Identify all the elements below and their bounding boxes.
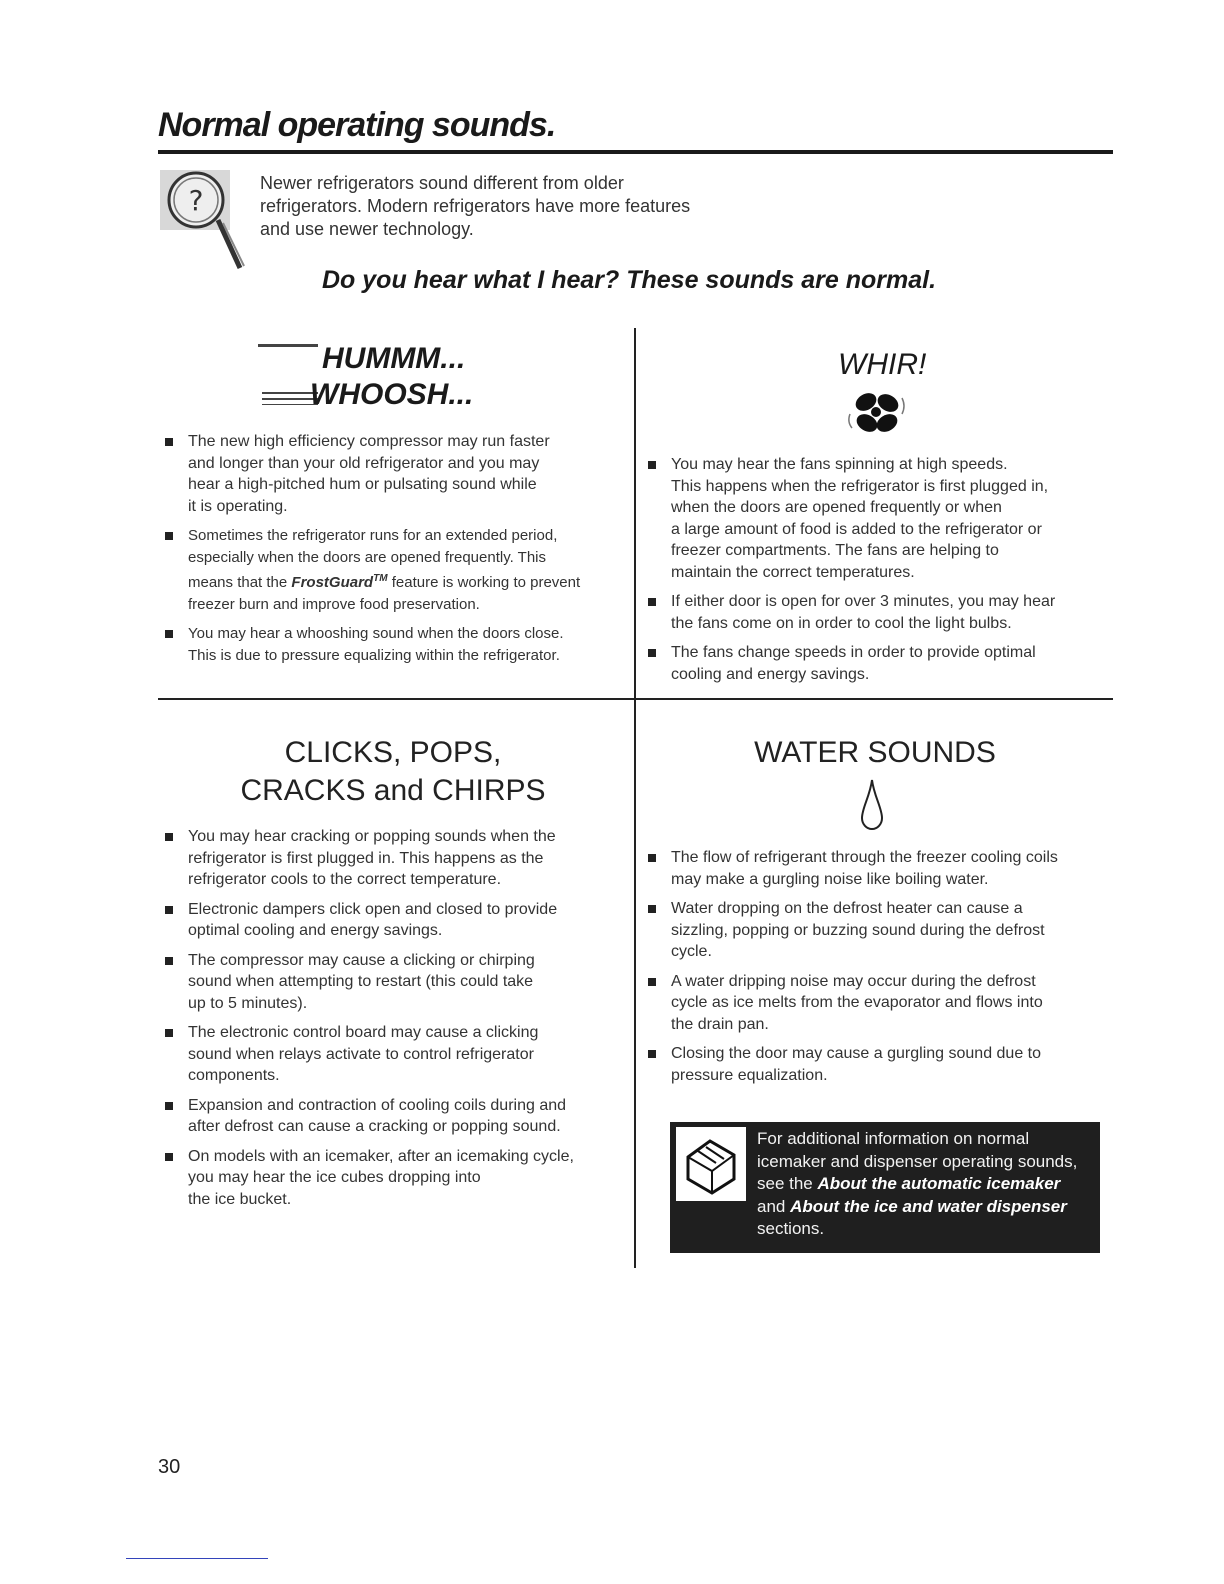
svg-text:?: ? (188, 184, 204, 217)
bullet-line: freezer burn and improve food preservation. (188, 595, 480, 613)
bullet-line: the fans come on in order to cool the light bulbs. (671, 614, 1012, 632)
bullet-line: refrigerator cools to the correct temperature. (188, 871, 502, 888)
bullet-line: cycle as ice melts from the evaporator and flows into (671, 994, 1043, 1011)
bullet-line: you may hear the ice cubes dropping into (188, 1169, 481, 1186)
list-item (158, 950, 628, 1015)
hum-dash (258, 344, 318, 347)
hum-bullet-list (158, 431, 628, 674)
callout-line: sections. (757, 1219, 825, 1238)
intro-line: Newer refrigerators sound different from older (260, 173, 624, 193)
bullet-line: after defrost can cause a cracking or popping sound. (188, 1118, 561, 1135)
bullet-line: components. (188, 1067, 280, 1084)
bullet-line: Water dropping on the defrost heater can cause a (671, 900, 1023, 917)
bullet-line: freezer compartments. The fans are helping to (671, 542, 999, 559)
bullet-line: pressure equalization. (671, 1066, 828, 1084)
column-divider (634, 328, 636, 1268)
intro-line: refrigerators. Modern refrigerators have more features (260, 196, 691, 216)
bullet-line: especially when the doors are opened frequently. This (188, 548, 547, 566)
bullet-line: cycle. (671, 943, 712, 960)
water-bullet-list (641, 847, 1116, 1094)
bullet-line: sizzling, popping or buzzing sound during the defrost (671, 921, 1045, 939)
bullet-line: The flow of refrigerant through the freezer cooling coils (671, 849, 1058, 866)
fan-icon (846, 384, 910, 440)
callout-text-part: and (757, 1196, 791, 1216)
bullet-line: A water dripping noise may occur during the defrost (671, 972, 1036, 990)
hum-heading: HUMMM... (322, 342, 466, 375)
title-rule (158, 150, 1113, 154)
bullet-line: a large amount of food is added to the refrigerator or (671, 520, 1042, 538)
clicks-heading: CLICKS, POPS, (284, 736, 502, 769)
list-item (158, 1095, 628, 1138)
list-item (641, 591, 1111, 634)
bullet-line: This happens when the refrigerator is first plugged in, (671, 477, 1049, 495)
bullet-line: the ice bucket. (188, 1190, 292, 1208)
bullet-line: may make a gurgling noise like boiling water. (671, 870, 989, 888)
bullet-line: maintain the correct temperatures. (671, 563, 915, 581)
list-item (158, 525, 628, 615)
bullet-line: sound when attempting to restart (this could take (188, 973, 534, 990)
list-item (158, 623, 628, 666)
dispenser-section-link[interactable]: About the ice and water dispenser (790, 1196, 1067, 1216)
list-item (158, 1022, 628, 1087)
bullet-line: when the doors are opened frequently or when (671, 499, 1002, 516)
bullet-line: The new high efficiency compressor may run faster (188, 433, 550, 450)
water-drop-icon (860, 778, 884, 832)
callout-text-part: see the (757, 1174, 818, 1193)
bullet-line: If either door is open for over 3 minutes, you may hear (671, 593, 1056, 610)
bullet-line: Sometimes the refrigerator runs for an extended period, (188, 527, 558, 544)
whir-heading: WHIR! (838, 348, 927, 381)
bullet-text: feature is working to prevent (391, 574, 581, 591)
frostguard-brand: FrostGuard (291, 574, 374, 591)
list-item (158, 431, 628, 517)
trademark: TM (373, 573, 388, 584)
callout-line: icemaker and dispenser operating sounds, (757, 1151, 1078, 1171)
bullet-line: hear a high-pitched hum or pulsating sound while (188, 476, 537, 493)
bullet-line: it is operating. (188, 497, 288, 515)
footer-rule (126, 1558, 268, 1559)
bullet-line: the drain pan. (671, 1015, 769, 1033)
whir-bullet-list (641, 454, 1111, 693)
bullet-line: On models with an icemaker, after an icemaking cycle, (188, 1147, 574, 1165)
list-item (158, 899, 628, 942)
bullet-line (188, 568, 628, 594)
page-title: Normal operating sounds. (158, 106, 556, 144)
bullet-line: The electronic control board may cause a clicking (188, 1024, 539, 1041)
list-item (641, 1043, 1116, 1086)
bullet-line: This is due to pressure equalizing within the refrigerator. (188, 646, 560, 664)
callout-text (757, 1128, 1097, 1241)
whoosh-heading: WHOOSH... (310, 378, 474, 411)
list-item (641, 642, 1111, 685)
bullet-line: refrigerator is first plugged in. This happens as the (188, 849, 544, 867)
list-item (158, 826, 628, 891)
clicks-bullet-list (158, 826, 628, 1218)
row-divider (158, 698, 1113, 700)
bullet-line: You may hear cracking or popping sounds when the (188, 828, 556, 845)
intro-line: and use newer technology. (260, 219, 474, 239)
ice-cube-note-icon (676, 1127, 746, 1201)
callout-line (757, 1173, 1097, 1196)
list-item (641, 898, 1116, 963)
bullet-line: You may hear a whooshing sound when the doors close. (188, 625, 564, 642)
bullet-text: means that the (188, 574, 292, 591)
list-item (641, 454, 1111, 583)
list-item (641, 971, 1116, 1036)
magnifier-question-icon (160, 168, 248, 278)
list-item (641, 847, 1116, 890)
icemaker-section-link[interactable]: About the automatic icemaker (817, 1174, 1061, 1193)
bullet-line: The compressor may cause a clicking or chirping (188, 951, 535, 969)
intro-paragraph (260, 172, 740, 241)
water-heading: WATER SOUNDS (754, 736, 996, 769)
page-number: 30 (158, 1456, 181, 1478)
bullet-line: Expansion and contraction of cooling coils during and (188, 1096, 567, 1114)
bullet-line: sound when relays activate to control refrigerator (188, 1045, 534, 1063)
bullet-line: and longer than your old refrigerator and you may (188, 454, 540, 472)
subheading: Do you hear what I hear? These sounds are normal. (322, 266, 937, 294)
bullet-line: Electronic dampers click open and closed to provide (188, 900, 558, 918)
list-item (158, 1146, 628, 1211)
bullet-line: optimal cooling and energy savings. (188, 922, 443, 939)
bullet-line: cooling and energy savings. (671, 665, 870, 683)
bullet-line: up to 5 minutes). (188, 994, 308, 1012)
bullet-line: The fans change speeds in order to provide optimal (671, 644, 1036, 661)
callout-line: For additional information on normal (757, 1129, 1030, 1148)
bullet-line: Closing the door may cause a gurgling sound due to (671, 1045, 1042, 1062)
bullet-line: You may hear the fans spinning at high speeds. (671, 456, 1008, 473)
callout-line (757, 1196, 1097, 1219)
clicks-heading-line2: CRACKS and CHIRPS (240, 774, 546, 807)
